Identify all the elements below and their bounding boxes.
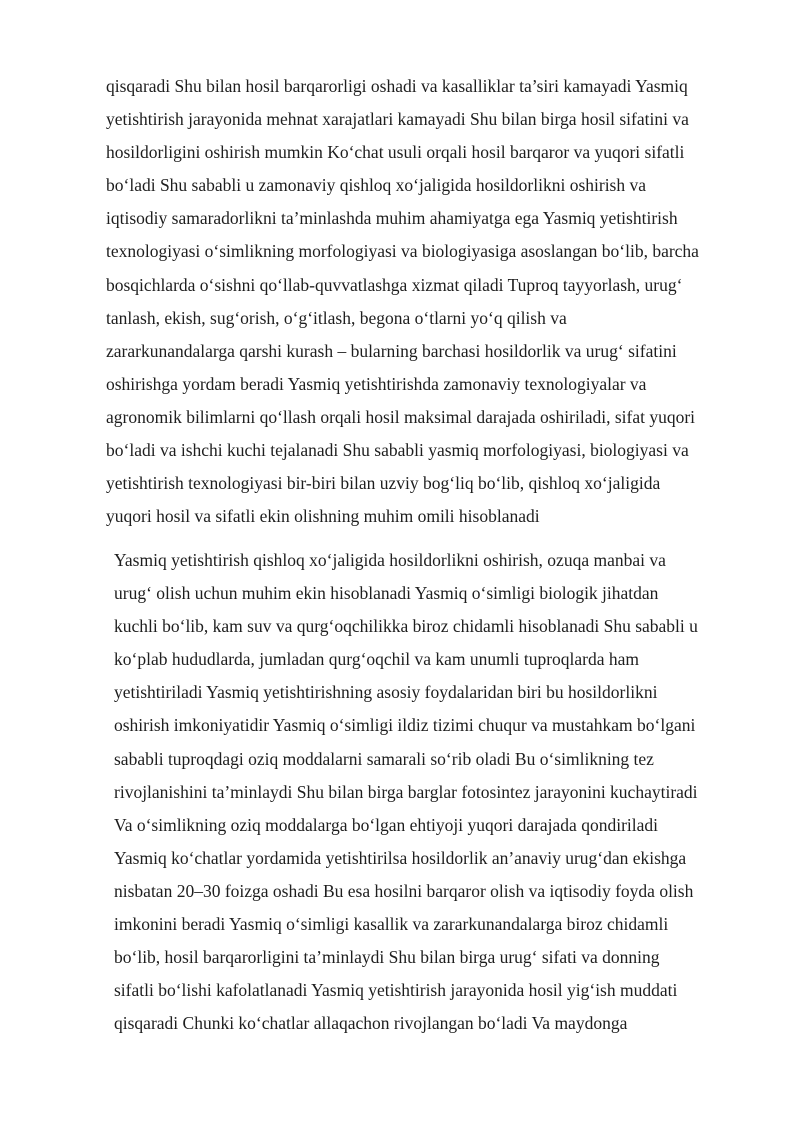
paragraph-line: tanlash, ekish, sug‘orish, o‘g‘itlash, begona o‘tlarni yo‘q qilish va	[106, 307, 567, 328]
paragraph-line: Va o‘simlikning oziq moddalarga bo‘lgan ehtiyoji yuqori darajada qondiriladi	[114, 814, 658, 835]
paragraph-line: sifatli bo‘lishi kafolatlanadi Yasmiq yetishtirish jarayonida hosil yig‘ish muddati	[114, 980, 678, 1001]
paragraph-line: qisqaradi Shu bilan hosil barqarorligi oshadi va kasalliklar ta’siri kamayadi Yasmiq	[106, 76, 688, 96]
paragraph-line: iqtisodiy samaradorlikni ta’minlashda muhim ahamiyatga ega Yasmiq yetishtirish	[106, 208, 678, 229]
paragraph-line: agronomik bilimlarni qo‘llash orqali hosil maksimal darajada oshiriladi, sifat yuqori	[106, 406, 696, 427]
paragraph-line: Yasmiq yetishtirish qishloq xo‘jaligida hosildorlikni oshirish, ozuqa manbai va	[114, 550, 666, 570]
paragraph-line: bo‘ladi va ishchi kuchi tejalanadi Shu sababli yasmiq morfologiyasi, biologiyasi va	[106, 440, 689, 461]
body-paragraph-2	[114, 544, 698, 1040]
paragraph-line: kuchli bo‘lib, kam suv va qurg‘oqchilikka biroz chidamli hisoblanadi Shu sababli u	[114, 616, 698, 637]
paragraph-line: oshirishga yordam beradi Yasmiq yetishtirishda zamonaviy texnologiyalar va	[106, 373, 647, 394]
paragraph-line: bosqichlarda o‘sishni qo‘llab-quvvatlashga xizmat qiladi Tuproq tayyorlash, urug‘	[106, 274, 683, 295]
paragraph-line: hosildorligini oshirish mumkin Ko‘chat usuli orqali hosil barqaror va yuqori sifatli	[106, 142, 685, 163]
paragraph-line: yuqori hosil va sifatli ekin olishning muhim omili hisoblanadi	[106, 506, 540, 527]
paragraph-line: sababli tuproqdagi oziq moddalarni samarali so‘rib oladi Bu o‘simlikning tez	[114, 748, 654, 769]
paragraph-line: ko‘plab hududlarda, jumladan qurg‘oqchil va kam unumli tuproqlarda ham	[114, 649, 640, 670]
paragraph-line: yetishtiriladi Yasmiq yetishtirishning asosiy foydalaridan biri bu hosildorlikni	[114, 682, 658, 703]
paragraph-line: oshirish imkoniyatidir Yasmiq o‘simligi ildiz tizimi chuqur va mustahkam bo‘lgani	[114, 715, 696, 736]
paragraph-line: texnologiyasi o‘simlikning morfologiyasi va biologiyasiga asoslangan bo‘lib, barcha	[106, 241, 699, 262]
paragraph-line: yetishtirish jarayonida mehnat xarajatlari kamayadi Shu bilan birga hosil sifatini va	[106, 109, 689, 130]
paragraph-line: rivojlanishini ta’minlaydi Shu bilan birga barglar fotosintez jarayonini kuchaytiradi	[114, 781, 698, 802]
paragraph-line: zararkunandalarga qarshi kurash – bularning barchasi hosildorlik va urug‘ sifatini	[106, 340, 677, 361]
paragraph-line: Yasmiq ko‘chatlar yordamida yetishtirilsa hosildorlik an’anaviy urug‘dan ekishga	[114, 847, 687, 868]
paragraph-line: qisqaradi Chunki ko‘chatlar allaqachon rivojlangan bo‘ladi Va maydonga	[114, 1013, 628, 1034]
paragraph-line: imkonini beradi Yasmiq o‘simligi kasallik va zararkunandalarga biroz chidamli	[114, 914, 669, 935]
paragraph-line: bo‘lib, hosil barqarorligini ta’minlaydi Shu bilan birga urug‘ sifati va donning	[114, 947, 660, 968]
paragraph-line: yetishtirish texnologiyasi bir-biri bilan uzviy bog‘liq bo‘lib, qishloq xo‘jaligida	[106, 473, 661, 494]
paragraph-line: bo‘ladi Shu sababli u zamonaviy qishloq xo‘jaligida hosildorlikni oshirish va	[106, 175, 647, 196]
paragraph-line: nisbatan 20–30 foizga oshadi Bu esa hosilni barqaror olish va iqtisodiy foyda olish	[114, 880, 694, 901]
paragraph-line: urug‘ olish uchun muhim ekin hisoblanadi Yasmiq o‘simligi biologik jihatdan	[114, 583, 659, 604]
body-paragraph-1	[106, 70, 699, 533]
